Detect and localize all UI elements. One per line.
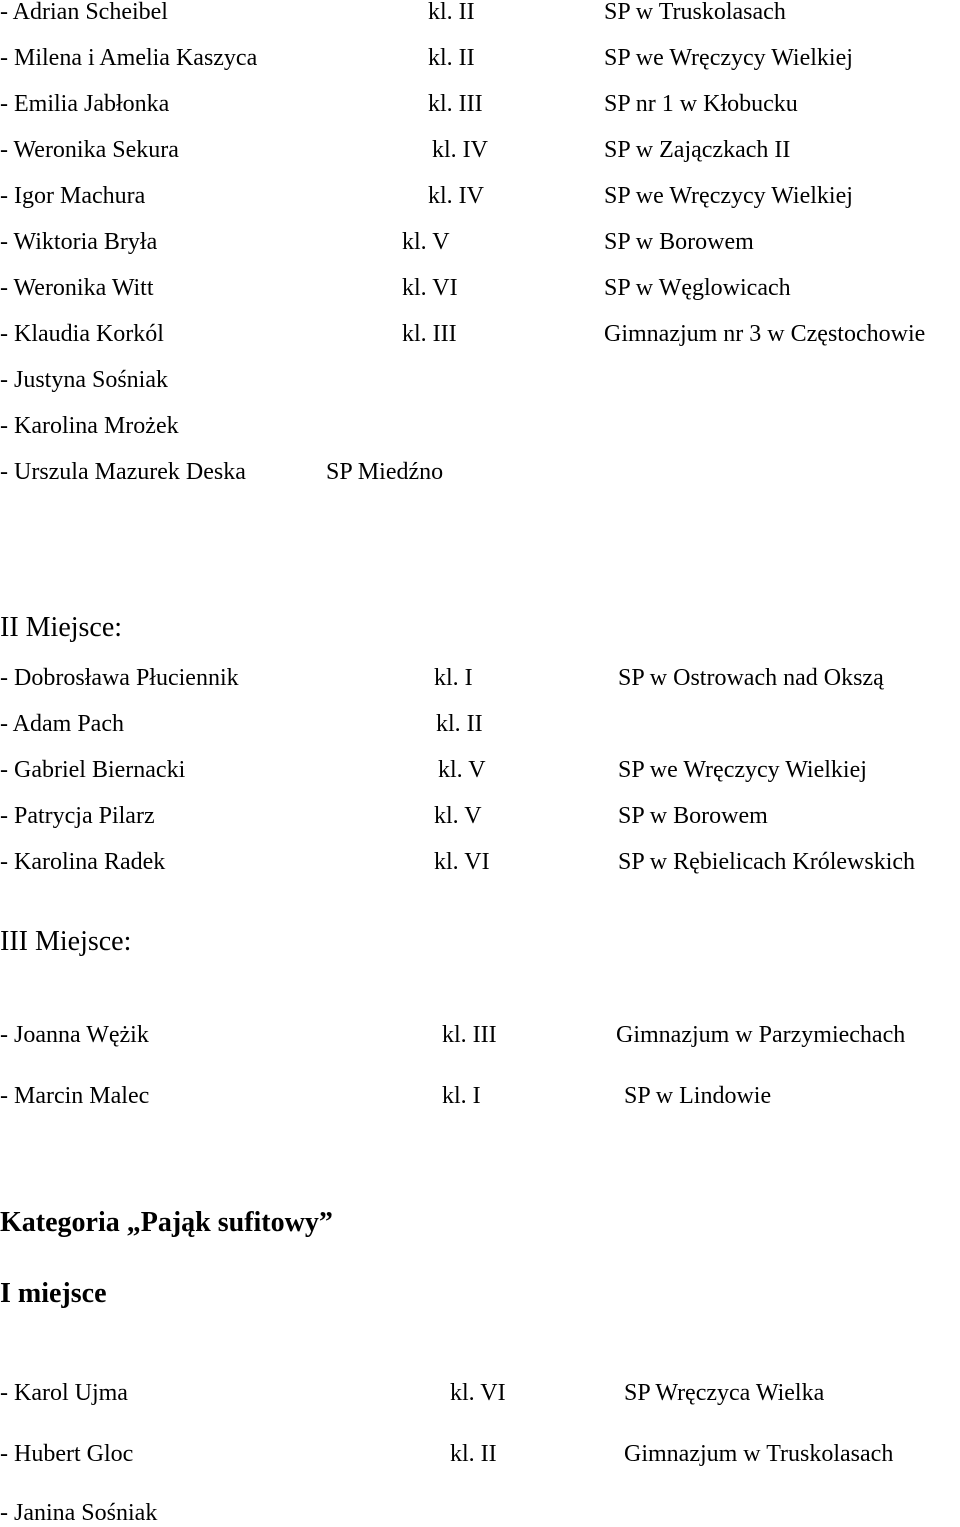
entry-school: SP w Borowem [604,229,754,255]
entry-name: - Weronika Sekura [0,137,179,163]
entry-class: kl. IV [432,137,488,163]
entry-class: kl. V [434,803,482,829]
entry-name: - Wiktoria Bryła [0,229,158,255]
entry-school: Gimnazjum w Parzymiechach [616,1022,906,1048]
entry-class: kl. I [434,665,473,691]
entry-name: - Karolina Radek [0,849,166,875]
entry-name: - Igor Machura [0,183,146,209]
entry-school: SP w Węglowicach [604,275,791,301]
entry-name: - Janina Sośniak [0,1500,158,1526]
entry-school: SP w Rębielicach Królewskich [618,849,916,875]
entry-class: kl. II [428,45,475,71]
entry-class: kl. III [428,91,483,117]
entry-name: - Adam Pach [0,711,124,737]
entry-class: kl. II [450,1441,497,1467]
entry-class: kl. V [438,757,486,783]
entry-name: - Justyna Sośniak [0,367,168,393]
entry-name: - Karol Ujma [0,1380,128,1406]
entry-class: kl. V [402,229,450,255]
entry-school: SP we Wręczycy Wielkiej [604,45,853,71]
entry-class: kl. IV [428,183,484,209]
entry-name: - Klaudia Korkól [0,321,164,347]
entry-school: SP Wręczyca Wielka [624,1380,825,1406]
entry-school: SP w Ostrowach nad Okszą [618,665,884,691]
entry-name: - Gabriel Biernacki [0,757,186,783]
entry-name: - Hubert Gloc [0,1441,134,1467]
entry-class: kl. I [442,1083,481,1109]
entry-name: - Weronika Witt [0,275,154,301]
entry-school: Gimnazjum nr 3 w Częstochowie [604,321,926,347]
entry-school: Gimnazjum w Truskolasach [624,1441,894,1467]
section-heading: II Miejsce: [0,612,123,643]
entry-name: - Marcin Malec [0,1083,150,1109]
entry-name: - Urszula Mazurek Deska [0,459,246,485]
entry-school: SP w Borowem [618,803,768,829]
entry-class: kl. VI [450,1380,506,1406]
entry-name: - Joanna Wężik [0,1022,149,1048]
place-heading: I miejsce [0,1278,107,1309]
entry-school: SP we Wręczycy Wielkiej [618,757,867,783]
entry-name: - Milena i Amelia Kaszyca [0,45,258,71]
entry-class: kl. II [436,711,483,737]
entry-school: SP we Wręczycy Wielkiej [604,183,853,209]
entry-school: SP nr 1 w Kłobucku [604,91,798,117]
entry-class: kl. VI [402,275,458,301]
entry-school: SP w Truskolasach [604,0,786,25]
category-title: Kategoria „Pająk sufitowy” [0,1207,333,1238]
entry-school: SP w Zajączkach II [604,137,791,163]
entry-class: kl. VI [434,849,490,875]
entry-name: - Adrian Scheibel [0,0,168,25]
entry-school: SP w Lindowie [624,1083,772,1109]
entry-class: kl. III [442,1022,497,1048]
entry-name: - Dobrosława Płuciennik [0,665,239,691]
entry-name: - Karolina Mrożek [0,413,179,439]
section-heading: III Miejsce: [0,926,132,957]
entry-name: - Patrycja Pilarz [0,803,155,829]
entry-school: SP Miedźno [326,459,444,485]
entry-class: kl. II [428,0,475,25]
entry-name: - Emilia Jabłonka [0,91,170,117]
entry-class: kl. III [402,321,457,347]
